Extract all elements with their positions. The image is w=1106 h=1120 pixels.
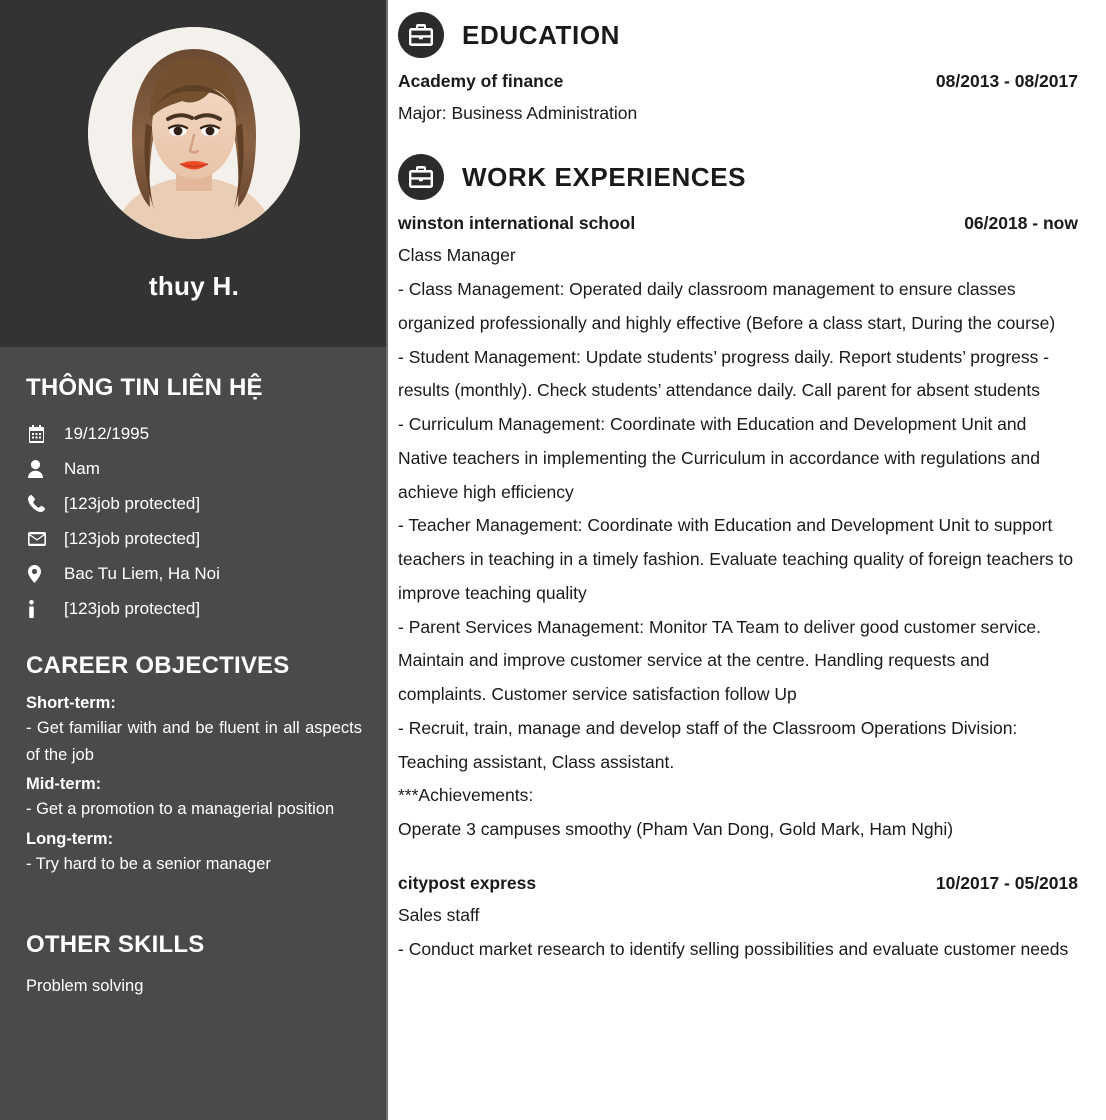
- contact-item-phone[interactable]: [26, 486, 362, 521]
- job-entry-head: [398, 873, 1078, 894]
- objective-label: Long-term:: [26, 830, 114, 849]
- job-description: - Conduct market research to identify selling possibilities and evaluate customer needs: [398, 939, 1069, 960]
- work-section-header: [398, 154, 1078, 200]
- education-school: Academy of finance: [398, 71, 564, 91]
- briefcase-icon: [398, 154, 444, 200]
- career-objectives-heading: CAREER OBJECTIVES: [26, 652, 290, 679]
- education-dates: 08/2013 - 08/2017: [935, 71, 1078, 91]
- contact-value: Bac Tu Liem, Ha Noi: [64, 563, 220, 583]
- education-title: EDUCATION: [462, 19, 621, 50]
- job-description: - Class Management: Operated daily classroom management to ensure classes organized professionally and highly effective (Before a class start, During the course) - Student Management: Update students’ progress daily. Report students’ progress - results (monthly). Check students’ attendance daily. Call parent for absent students - Curriculum Management: Coordinate with Education and Development Unit and Native teachers in implementing the Curriculum in accordance with regulations and achieve high efficiency - Teacher Management: Coordinate with Education and Development Unit to support teachers in teaching in a timely fashion. Evaluate teaching quality of foreign teachers to improve teaching quality - Parent Services Management: Monitor TA Team to deliver good customer service. Maintain and improve customer service at the centre. Handling requests and complaints. Customer service satisfaction follow Up - Recruit, train, manage and develop staff of the Classroom Operations Division: Teaching assistant, Class assistant.: [398, 279, 1074, 772]
- objective-label: Short-term:: [26, 694, 116, 712]
- contact-list: [26, 416, 362, 626]
- contact-value: [123job protected]: [64, 598, 201, 618]
- contact-value: [123job protected]: [64, 528, 201, 548]
- contact-item-birthdate: [26, 416, 362, 451]
- education-entry-head: [398, 71, 1078, 92]
- objective-mid-term: [26, 775, 362, 823]
- job-company: winston international school: [398, 213, 636, 233]
- other-skills-text: Problem solving: [26, 976, 144, 995]
- objective-text: - Get a promotion to a managerial position: [26, 800, 335, 819]
- education-section-header: [398, 12, 1078, 58]
- envelope-icon: [26, 532, 56, 546]
- portrait-photo-icon: [88, 27, 300, 239]
- contact-item-email[interactable]: [26, 521, 362, 556]
- avatar: [88, 27, 300, 239]
- job-dates: 06/2018 - now: [964, 213, 1078, 233]
- objective-long-term: [26, 830, 362, 878]
- contact-value: Nam: [64, 458, 100, 478]
- briefcase-icon: [398, 12, 444, 58]
- contact-item-info[interactable]: [26, 591, 362, 626]
- profile-block: [0, 0, 388, 347]
- user-icon: [26, 460, 56, 478]
- job-entry: [398, 213, 1078, 847]
- map-pin-icon: [26, 565, 56, 583]
- contact-heading: THÔNG TIN LIÊN HỆ: [26, 374, 263, 401]
- objective-text: - Try hard to be a senior manager: [26, 855, 271, 874]
- calendar-icon: [26, 425, 56, 443]
- phone-icon: [26, 495, 56, 512]
- contact-item-gender: [26, 451, 362, 486]
- job-entry: [398, 873, 1078, 967]
- job-role: Class Manager: [398, 245, 516, 265]
- objective-short-term: [26, 694, 362, 768]
- main-content: [388, 0, 1106, 1120]
- job-entry-head: [398, 213, 1078, 234]
- contact-value: [123job protected]: [64, 493, 201, 513]
- profile-name: thuy H.: [148, 271, 240, 301]
- entry-spacer: [398, 847, 1078, 869]
- sidebar-body: [0, 374, 388, 1000]
- job-role: Sales staff: [398, 905, 480, 926]
- education-major: Major: Business Administration: [398, 103, 638, 123]
- job-achievements-text: Operate 3 campuses smoothy (Pham Van Dong, Gold Mark, Ham Nghi): [398, 819, 954, 840]
- other-skills-heading: OTHER SKILLS: [26, 930, 205, 958]
- sidebar: [0, 0, 388, 1120]
- work-title: WORK EXPERIENCES: [462, 161, 747, 192]
- job-dates: 10/2017 - 05/2018: [935, 873, 1078, 894]
- contact-value: 19/12/1995: [64, 423, 150, 443]
- objective-text: - Get familiar with and be fluent in all aspects of the job: [26, 719, 362, 764]
- job-achievements-label: ***Achievements:: [398, 785, 534, 806]
- job-company: citypost express: [398, 873, 537, 894]
- objective-label: Mid-term:: [26, 775, 102, 794]
- contact-item-address: [26, 556, 362, 591]
- info-icon: [26, 600, 56, 618]
